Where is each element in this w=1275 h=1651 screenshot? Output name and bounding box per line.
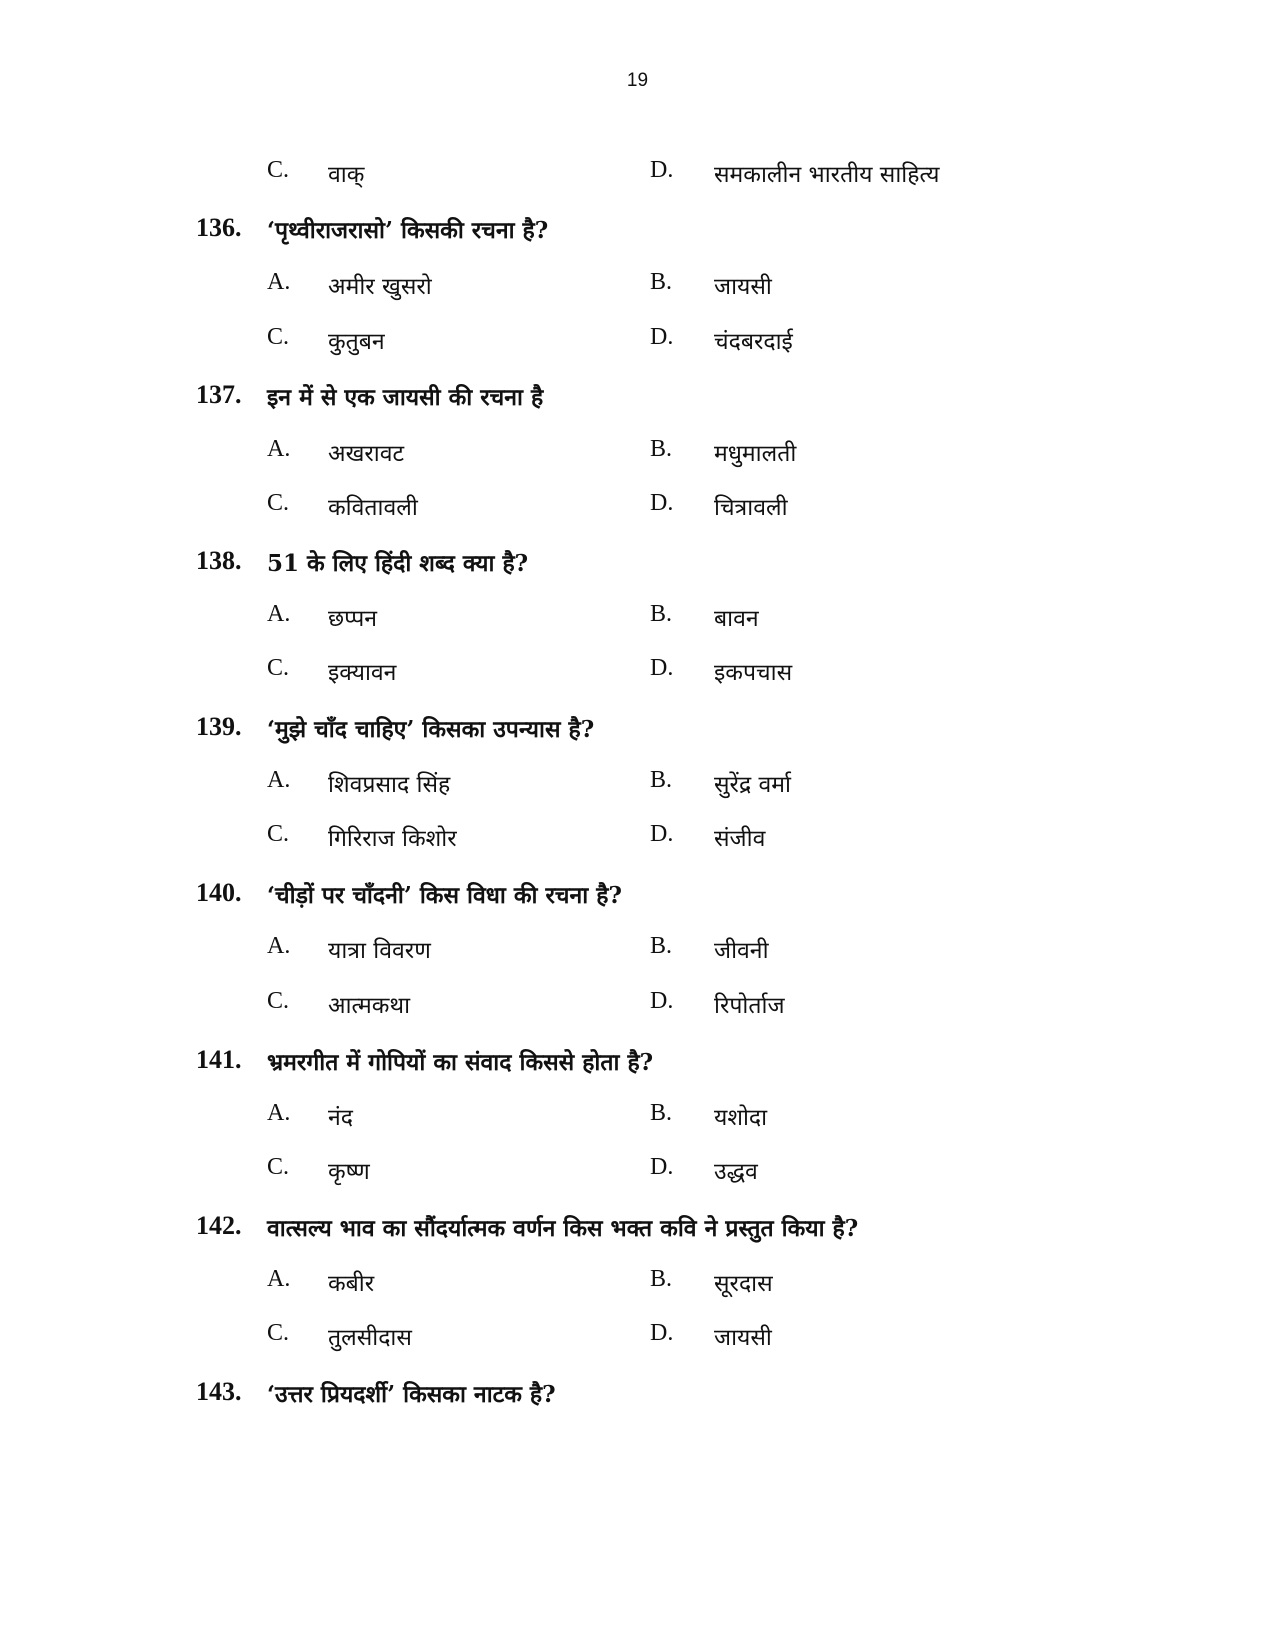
question-text: इन में से एक जायसी की रचना है xyxy=(267,384,544,411)
option-text: कुतुबन xyxy=(328,329,385,355)
option-letter: D. xyxy=(650,821,674,847)
question-text: 51 के लिए हिंदी शब्द क्या है? xyxy=(267,550,529,577)
option-text: कवितावली xyxy=(328,495,418,521)
question-number: 137. xyxy=(196,380,242,409)
option-text: तुलसीदास xyxy=(328,1325,412,1351)
question-text: ‘मुझे चाँद चाहिए’ किसका उपन्यास है? xyxy=(267,716,595,743)
option-letter: C. xyxy=(267,157,290,183)
option-letter: B. xyxy=(650,601,673,627)
question-number: 140. xyxy=(196,878,242,907)
option-text: रिपोर्ताज xyxy=(714,993,785,1019)
option-letter: C. xyxy=(267,655,290,681)
option-letter: A. xyxy=(267,436,291,462)
option-letter: B. xyxy=(650,933,673,959)
question-text: ‘चीड़ों पर चाँदनी’ किस विधा की रचना है? xyxy=(267,882,622,909)
option-text: संजीव xyxy=(714,826,766,852)
page-number: 19 xyxy=(626,70,649,91)
question-number: 143. xyxy=(196,1377,242,1406)
option-letter: A. xyxy=(267,269,291,295)
option-letter: D. xyxy=(650,1154,674,1180)
option-letter: D. xyxy=(650,490,674,516)
option-letter: B. xyxy=(650,436,673,462)
option-text: जायसी xyxy=(714,274,772,300)
option-text: इक्यावन xyxy=(328,660,397,686)
option-letter: A. xyxy=(267,933,291,959)
option-text: उद्धव xyxy=(714,1159,758,1185)
option-text: सुरेंद्र वर्मा xyxy=(714,772,791,798)
option-letter: D. xyxy=(650,157,674,183)
option-letter: C. xyxy=(267,1320,290,1346)
option-letter: A. xyxy=(267,601,291,627)
option-text: अखरावट xyxy=(328,441,405,467)
question-number: 138. xyxy=(196,546,242,575)
question-text: वात्सल्य भाव का सौंदर्यात्मक वर्णन किस भक्त कवि ने प्रस्तुत किया है? xyxy=(267,1215,859,1242)
option-text: यशोदा xyxy=(714,1105,768,1131)
option-text: कबीर xyxy=(328,1271,375,1297)
option-text: आत्मकथा xyxy=(328,993,411,1019)
option-letter: B. xyxy=(650,1100,673,1126)
option-letter: C. xyxy=(267,988,290,1014)
option-letter: A. xyxy=(267,1266,291,1292)
option-letter: D. xyxy=(650,1320,674,1346)
option-letter: A. xyxy=(267,1100,291,1126)
question-number: 136. xyxy=(196,213,242,242)
option-letter: D. xyxy=(650,988,674,1014)
option-text: इकपचास xyxy=(714,660,793,686)
option-letter: B. xyxy=(650,1266,673,1292)
option-letter: A. xyxy=(267,767,291,793)
question-number: 139. xyxy=(196,712,242,741)
option-text: समकालीन भारतीय साहित्य xyxy=(714,162,940,188)
option-letter: B. xyxy=(650,767,673,793)
option-letter: C. xyxy=(267,1154,290,1180)
option-text: चित्रावली xyxy=(714,495,788,521)
option-letter: C. xyxy=(267,821,290,847)
option-text: चंदबरदाई xyxy=(714,329,793,355)
option-text: कृष्ण xyxy=(328,1159,370,1185)
question-number: 142. xyxy=(196,1211,242,1240)
question-text: भ्रमरगीत में गोपियों का संवाद किससे होता है? xyxy=(267,1049,654,1076)
option-text: छप्पन xyxy=(328,606,378,632)
option-text: अमीर खुसरो xyxy=(328,274,432,300)
question-number: 141. xyxy=(196,1045,242,1074)
option-letter: B. xyxy=(650,269,673,295)
option-text: मधुमालती xyxy=(714,441,797,467)
option-text: जायसी xyxy=(714,1325,772,1351)
option-text: गिरिराज किशोर xyxy=(328,826,457,852)
option-letter: D. xyxy=(650,324,674,350)
option-text: वाक् xyxy=(328,162,365,188)
option-text: बावन xyxy=(714,606,759,632)
option-text: यात्रा विवरण xyxy=(328,938,431,964)
option-text: शिवप्रसाद सिंह xyxy=(328,772,451,798)
option-letter: C. xyxy=(267,490,290,516)
option-text: सूरदास xyxy=(714,1271,773,1297)
option-text: नंद xyxy=(328,1105,353,1131)
option-letter: D. xyxy=(650,655,674,681)
question-text: ‘पृथ्वीराजरासो’ किसकी रचना है? xyxy=(267,217,549,244)
option-letter: C. xyxy=(267,324,290,350)
question-text: ‘उत्तर प्रियदर्शी’ किसका नाटक है? xyxy=(267,1381,556,1408)
option-text: जीवनी xyxy=(714,938,769,964)
